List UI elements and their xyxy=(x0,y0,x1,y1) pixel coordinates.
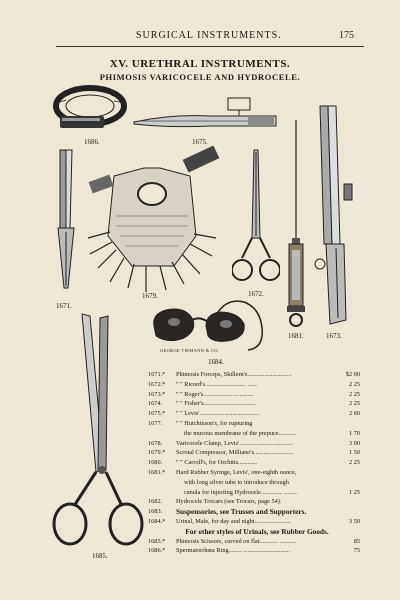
instrument-illustration-1686 xyxy=(52,82,128,138)
instrument-illustration-1672 xyxy=(232,148,280,288)
list-item: with long silver tube to introduce through xyxy=(184,478,289,486)
running-title: SURGICAL INSTRUMENTS. xyxy=(136,30,282,41)
list-item: 1683. Suspensories, see Trusses and Supporters. xyxy=(148,507,307,517)
instrument-illustration-1681 xyxy=(286,120,306,330)
list-item: 1678. Varicocele Clamp, Levis'.................................. 3 00 xyxy=(148,439,360,447)
list-item: 1675.* " " Levis'...................................... 2 60 xyxy=(148,410,360,418)
figure-label: 1684. xyxy=(208,358,224,366)
list-item: 1679.* Scrotal Compressor, Milliano's......................... 1 50 xyxy=(148,449,360,457)
figure-label: 1672. xyxy=(248,290,264,298)
page-header xyxy=(56,30,364,44)
list-item: 1685.* Phimosis Scissors, curved on flat............ .......... 85 xyxy=(148,537,360,545)
list-item: 1681.* Hard Rubber Syringe, Levis', one-eighth ounce, xyxy=(148,468,297,476)
instrument-illustration-1673 xyxy=(314,104,358,330)
instrument-illustration-1684 xyxy=(148,296,272,354)
instrument-illustration-1671 xyxy=(52,148,80,300)
list-item: 1677. " " Hutchinson's, for rupturing xyxy=(148,419,253,427)
section-title: XV. URETHRAL INSTRUMENTS. xyxy=(109,58,291,70)
figure-label: 1686. xyxy=(84,138,100,146)
page-number: 175 xyxy=(339,30,354,41)
list-item: 1672.* " " Ricord's.......................... ...... 2 25 xyxy=(148,380,360,388)
figure-label: 1685. xyxy=(92,552,108,560)
list-item: 1673.* " " Roger's.................. ............. 2 25 xyxy=(148,390,360,398)
list-item: For other styles of Urinals, see Rubber Goods. xyxy=(185,526,329,536)
list-item: 1686.* Spermatorrhœa Ring........ .............................. 75 xyxy=(148,547,360,555)
header-rule xyxy=(56,46,364,47)
figure-label: 1673. xyxy=(326,332,342,340)
figure-label: 1679. xyxy=(142,292,158,300)
instrument-illustration-1685 xyxy=(52,310,146,550)
instrument-illustration-1675 xyxy=(130,96,280,136)
list-item: canula for injecting Hydrocele.............. ........ 1 25 xyxy=(184,488,360,496)
list-item: 1674. " " Fisher's................................. 2 25 xyxy=(148,400,360,408)
list-item: 1682. Hydrocele Trocars (see Trocars, page 54). xyxy=(148,498,282,506)
list-item: 1680. " " Carroll's, for Orchitis............ 2 25 xyxy=(148,459,360,467)
figure-label: 1675. xyxy=(192,138,208,146)
list-item: 1684.* Urinal, Male, for day and night....................... 3 50 xyxy=(148,517,360,525)
section-subtitle: PHIMOSIS VARICOCELE AND HYDROCELE. xyxy=(99,72,301,82)
list-item: 1671.* Phimosis Forceps, Skillern's............................ $2 00 xyxy=(148,371,360,378)
figure-label: 1671. xyxy=(56,302,72,310)
maker-stamp: GEORGE TIEMANN & CO. xyxy=(160,348,220,353)
list-item: the mucous membrane of the prepuce........... 1 70 xyxy=(184,429,360,437)
instrument-illustration-1679 xyxy=(84,146,220,294)
price-list xyxy=(148,370,360,556)
figure-label: 1681. xyxy=(288,332,304,340)
